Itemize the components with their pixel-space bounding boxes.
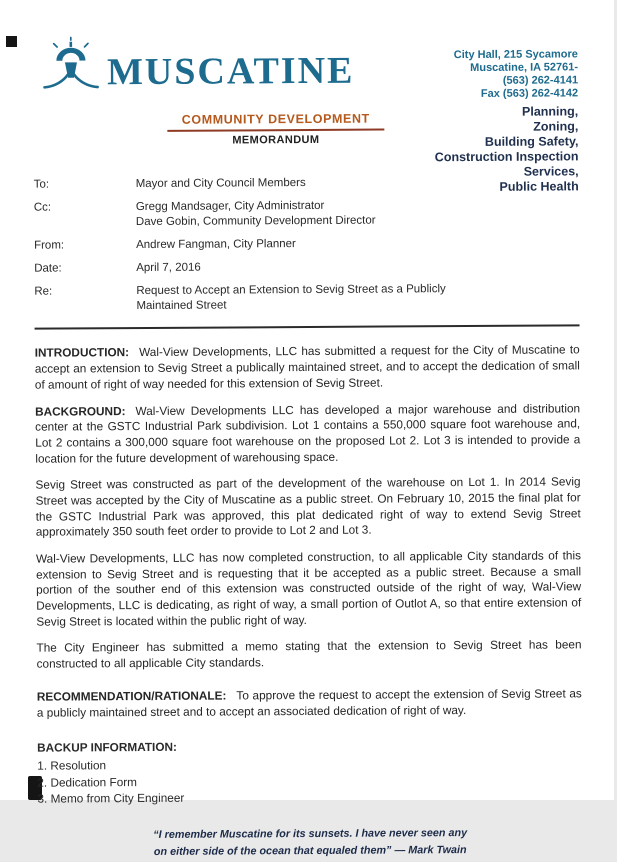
divider-rule: [35, 325, 580, 330]
field-value: Gregg Mandsager, City Administrator Dave Gobin, Community Development Director: [136, 198, 454, 230]
paragraph-text: Wal-View Developments, LLC has now completed construction, to all applicable City standards of this extension to Sevig Street and is requesting that it be accepted as a public street. Because a small portion of the souther end of this extension was constructed outside of the right of way, Wal-View Developments, LLC is dedicating, as right of way, a small portion of Outlot A, so that entire extension of Sevig Street is located within the public right of way.: [36, 548, 581, 628]
paragraph-text: To approve the request to accept the extension of Sevig Street as a publicly maintained street and to accept an associated dedication of right of way.: [37, 686, 582, 719]
field-label: Date:: [34, 261, 136, 277]
memorandum-title: MEMORANDUM: [3, 132, 548, 147]
paragraph-text: Wal-View Developments, LLC has submitted a request for the City of Muscatine to accept an extension to Sevig Street a publically maintained street, and to accept the dedication of small of amount of right of way needed for this extension of Sevig Street.: [35, 343, 580, 392]
logo-wordmark: MUSCATINE: [107, 42, 355, 92]
field-value: Andrew Fangman, City Planner: [136, 236, 454, 253]
backup-information: [37, 738, 582, 808]
paragraph-label: RECOMMENDATION/RATIONALE:: [37, 688, 227, 703]
field-label: Cc:: [34, 200, 136, 230]
field-label: To:: [34, 177, 136, 193]
field-to: [34, 175, 454, 193]
backup-item: 2. Dedication Form: [37, 771, 582, 791]
field-label: Re:: [34, 284, 136, 314]
paragraph-construction: [36, 548, 581, 630]
field-value: Request to Accept an Extension to Sevig Street as a Publicly Maintained Street: [136, 282, 454, 314]
field-value: Mayor and City Council Members: [136, 175, 454, 192]
memo-header: [33, 108, 578, 157]
paragraph-text: Wal-View Developments LLC has developed a major warehouse and distribution center at the GSTC Industrial Park subdivision. Lot 1 contains a 550,000 square foot warehouse and, Lot 2 contains a 300,000 square foot warehouse on the proposed Lot 2. Lot 3 is intended to provide a location for the future development of warehousing space.: [35, 401, 580, 465]
paragraph-text: Sevig Street was constructed as part of the development of the warehouse on Lot 1. In 2014 Sevig Street was accepted by the City of Muscatine as a public street. On February 10, 2015 the final plat for the GSTC Industrial Park was approved, this plat dedicated right of way to extend Sevig Street approximately 350 south feet order to provide to Lot 2 and Lot 3.: [35, 475, 580, 539]
memo-fields: [34, 175, 455, 314]
field-re: [34, 282, 454, 314]
letterhead: [33, 34, 578, 103]
paragraph-label: BACKGROUND:: [35, 404, 126, 419]
contact-info: City Hall, 215 Sycamore Muscatine, IA 52761- (563) 262-4141 Fax (563) 262-4142: [454, 48, 578, 101]
muscatine-tower-icon: [41, 37, 101, 97]
field-cc: [34, 198, 454, 230]
paragraph-text: The City Engineer has submitted a memo stating that the extension to Sevig Street has been constructed to all applicable City standards.: [36, 638, 581, 671]
muscatine-logo: [41, 36, 355, 98]
paragraph-background: [35, 401, 580, 467]
field-value: April 7, 2016: [136, 259, 454, 276]
paragraph-introduction: [35, 343, 580, 393]
mark-twain-quote: “I remember Muscatine for its sunsets. I have never seen any on either side of the ocean that equaled them” — Mark Twain: [38, 824, 583, 862]
field-from: [34, 236, 454, 254]
paragraph-city-engineer: [36, 638, 581, 673]
field-label: From:: [34, 238, 136, 254]
memo-body: [35, 343, 582, 721]
department-title: COMMUNITY DEVELOPMENT: [168, 111, 384, 131]
backup-item: 3. Memo from City Engineer: [37, 788, 582, 808]
field-date: [34, 259, 454, 277]
paragraph-sevig-history: [35, 475, 580, 541]
paragraph-recommendation: [37, 686, 582, 721]
paragraph-label: INTRODUCTION:: [35, 346, 129, 361]
backup-item: 1. Resolution: [37, 755, 582, 775]
backup-heading: BACKUP INFORMATION:: [37, 738, 582, 755]
services-list: Planning, Zoning, Building Safety, Construction Inspection Services, Public Health: [434, 104, 578, 195]
